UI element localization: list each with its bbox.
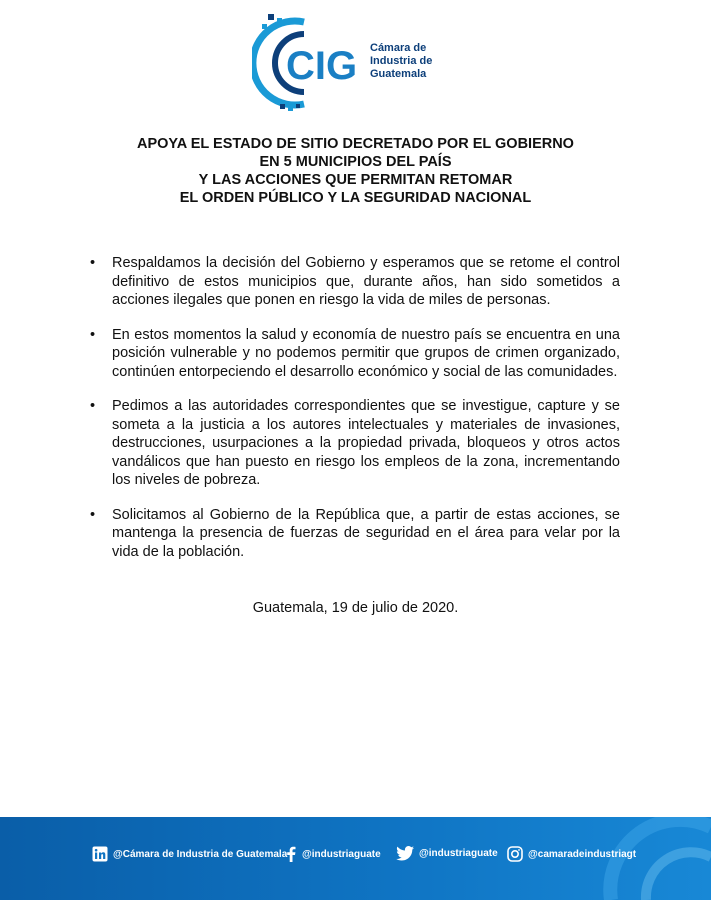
bullet-icon: •	[90, 255, 96, 271]
list-item	[90, 397, 620, 490]
page-title	[0, 135, 711, 207]
list-item	[90, 254, 620, 310]
title-line: EL ORDEN PÚBLICO Y LA SEGURIDAD NACIONAL	[179, 190, 532, 206]
instagram-icon	[507, 846, 523, 862]
bullet-icon: •	[90, 506, 96, 523]
list-item-text: Respaldamos la decisión del Gobierno y esperamos que se retome el control definitivo de estos municipios que, durante años, han sido sometidos a acciones ilegales que ponen en riesgo la vida de miles de personas.	[112, 255, 620, 308]
list-item-text: Pedimos a las autoridades correspondientes que se investigue, capture y se someta a la justicia a los autores intelectuales y materiales de invasiones, destrucciones, usurpaciones a la propiedad privada, bloqueos y otros actos vandálicos que han puesto en riesgo los empleos de la zona, incrementando los niveles de pobreza.	[112, 398, 620, 488]
logo-name-line: Cámara de	[370, 42, 427, 54]
date-line: Guatemala, 19 de julio de 2020.	[252, 600, 459, 616]
statement-list	[90, 254, 620, 577]
twitter-link[interactable]	[396, 846, 498, 861]
bullet-icon: •	[90, 326, 96, 343]
footer-bar	[0, 817, 711, 900]
facebook-link[interactable]	[285, 846, 381, 862]
title-line: EN 5 MUNICIPIOS DEL PAÍS	[259, 154, 452, 170]
instagram-handle: @camaradeindustriagt	[528, 848, 637, 860]
linkedin-icon	[92, 846, 108, 862]
title-line: APOYA EL ESTADO DE SITIO DECRETADO POR EL GOBIERNO	[137, 136, 574, 152]
logo-name-line: Industria de	[370, 55, 433, 67]
linkedin-handle: @Cámara de Industria de Guatemala	[113, 848, 288, 860]
twitter-handle: @industriaguate	[419, 848, 498, 859]
linkedin-link[interactable]	[92, 846, 287, 862]
list-item-text: Solicitamos al Gobierno de la República que, a partir de estas acciones, se mantenga la presencia de fuerzas de seguridad en el área para velar por la vida de la población.	[112, 506, 620, 560]
logo-name-line: Guatemala	[370, 68, 427, 80]
bullet-icon: •	[90, 398, 96, 414]
facebook-handle: @industriaguate	[302, 848, 381, 860]
logo-acronym: CIG	[286, 44, 358, 88]
title-line: Y LAS ACCIONES QUE PERMITAN RETOMAR	[198, 172, 513, 188]
list-item	[90, 506, 620, 562]
instagram-link[interactable]	[507, 846, 636, 862]
list-item	[90, 326, 620, 382]
list-item-text: En estos momentos la salud y economía de nuestro país se encuentra en una posición vulnerable y no podemos permitir que grupos de crimen organizado, continúen entorpeciendo el desarrollo económico y social de las comunidades.	[112, 326, 620, 380]
twitter-icon	[396, 846, 414, 861]
logo-name	[370, 42, 432, 81]
facebook-icon	[285, 846, 297, 862]
